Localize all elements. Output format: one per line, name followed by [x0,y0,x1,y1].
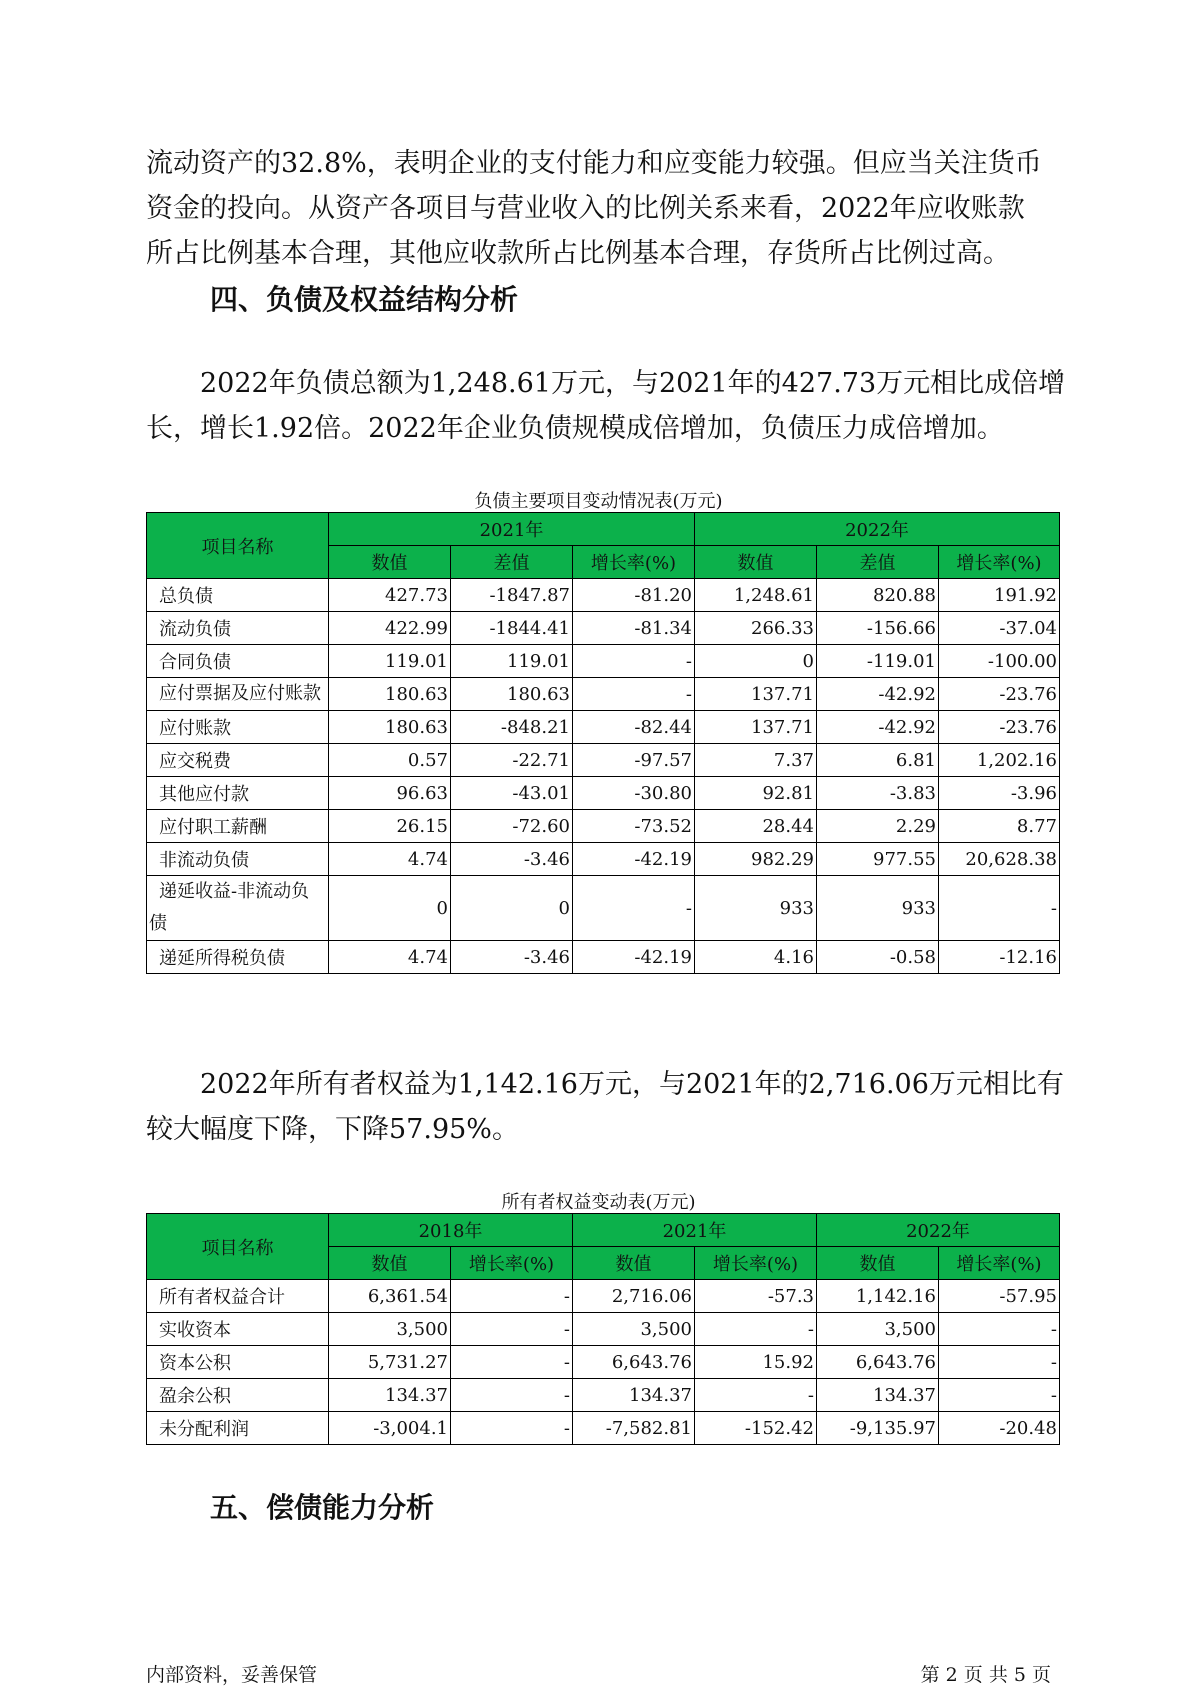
table-cell: 266.33 [695,612,817,645]
footer-confidential-note: 内部资料，妥善保管 [146,1664,318,1686]
table-cell: 1,248.61 [695,579,817,612]
row-label: 非流动负债 [147,843,329,876]
row-label: 总负债 [147,579,329,612]
table-row [147,1346,1060,1379]
table-cell: 2.29 [817,810,939,843]
table-cell: - [939,876,1060,941]
table-cell: 4.74 [329,843,451,876]
table-cell: 134.37 [573,1379,695,1412]
liability-table-caption: 负债主要项目变动情况表(万元) [474,491,723,512]
table-cell: -12.16 [939,941,1060,974]
table-row [147,612,1060,645]
column-header: 差值 [451,546,573,579]
table-cell: - [573,876,695,941]
table-cell: 4.74 [329,941,451,974]
table-cell: -119.01 [817,645,939,678]
section5-heading: 五、偿债能力分析 [210,1491,435,1524]
column-header: 增长率(%) [573,546,695,579]
table-row [147,843,1060,876]
table-cell: 4.16 [695,941,817,974]
column-header: 增长率(%) [939,546,1060,579]
table-cell: -82.44 [573,711,695,744]
row-label: 应付职工薪酬 [147,810,329,843]
table-cell: 180.63 [451,678,573,711]
table-cell: -3.46 [451,941,573,974]
table-cell: 119.01 [451,645,573,678]
table-cell: 933 [695,876,817,941]
table-cell: -20.48 [939,1412,1060,1445]
table-cell: -7,582.81 [573,1412,695,1445]
table-cell: 427.73 [329,579,451,612]
column-header: 数值 [573,1247,695,1280]
table-row [147,1412,1060,1445]
liability-line: 2022年负债总额为1,248.61万元，与2021年的427.73万元相比成倍增 [200,368,1066,399]
table-cell: -37.04 [939,612,1060,645]
table-row [147,1379,1060,1412]
column-header: 数值 [329,1247,451,1280]
liability-line: 长，增长1.92倍。2022年企业负债规模成倍增加，负债压力成倍增加。 [146,413,1004,444]
table-cell: 8.77 [939,810,1060,843]
year-header: 2022年 [817,1214,1060,1247]
year-header: 2021年 [573,1214,817,1247]
table-row [147,711,1060,744]
table-cell: -57.3 [695,1280,817,1313]
table-row [147,876,1060,941]
table-cell: - [451,1280,573,1313]
intro-line: 流动资产的32.8%，表明企业的支付能力和应变能力较强。但应当关注货币 [146,148,1042,179]
table-cell: - [451,1313,573,1346]
equity-line: 2022年所有者权益为1,142.16万元，与2021年的2,716.06万元相比有 [200,1069,1064,1100]
table-cell: -30.80 [573,777,695,810]
table-row [147,941,1060,974]
row-label: 递延收益-非流动负债 [147,876,329,941]
year-header: 2021年 [329,513,695,546]
table-row [147,777,1060,810]
table-cell: -9,135.97 [817,1412,939,1445]
column-header: 增长率(%) [451,1247,573,1280]
table-cell: 3,500 [573,1313,695,1346]
column-header: 数值 [695,546,817,579]
table-cell: - [451,1346,573,1379]
table-cell: 137.71 [695,711,817,744]
table-cell: -42.92 [817,678,939,711]
table-cell: 6,643.76 [573,1346,695,1379]
table-cell: 933 [817,876,939,941]
table-row [147,744,1060,777]
table-cell: -72.60 [451,810,573,843]
table-cell: -100.00 [939,645,1060,678]
table-cell: 3,500 [329,1313,451,1346]
footer-page-number: 第 2 页 共 5 页 [920,1664,1051,1686]
table-cell: 982.29 [695,843,817,876]
table-cell: -81.34 [573,612,695,645]
column-header: 数值 [329,546,451,579]
row-label: 实收资本 [147,1313,329,1346]
table-row [147,645,1060,678]
item-name-header: 项目名称 [147,513,329,579]
column-header: 增长率(%) [695,1247,817,1280]
table-cell: 2,716.06 [573,1280,695,1313]
table-cell: - [573,645,695,678]
row-label: 应付票据及应付账款 [147,678,329,711]
table-cell: -152.42 [695,1412,817,1445]
table-cell: 28.44 [695,810,817,843]
table-cell: -848.21 [451,711,573,744]
intro-paragraph [146,141,1051,276]
table-cell: 0 [451,876,573,941]
table-cell: -1847.87 [451,579,573,612]
table-cell: 977.55 [817,843,939,876]
table-cell: -43.01 [451,777,573,810]
table-cell: - [695,1379,817,1412]
equity-table-caption: 所有者权益变动表(万元) [501,1192,696,1213]
intro-line: 所占比例基本合理，其他应收款所占比例基本合理，存货所占比例过高。 [146,238,1010,269]
equity-table [146,1213,1060,1445]
table-cell: 180.63 [329,678,451,711]
table-cell: 96.63 [329,777,451,810]
table-cell: -0.58 [817,941,939,974]
section4-heading: 四、负债及权益结构分析 [210,283,519,316]
year-header: 2018年 [329,1214,573,1247]
table-cell: - [573,678,695,711]
table-cell: -73.52 [573,810,695,843]
table-cell: -81.20 [573,579,695,612]
table-cell: - [939,1379,1060,1412]
column-header: 差值 [817,546,939,579]
liability-table [146,512,1060,974]
row-label: 未分配利润 [147,1412,329,1445]
table-cell: 20,628.38 [939,843,1060,876]
row-label: 资本公积 [147,1346,329,1379]
row-label: 其他应付款 [147,777,329,810]
table-cell: 119.01 [329,645,451,678]
table-cell: 820.88 [817,579,939,612]
table-cell: -156.66 [817,612,939,645]
table-row [147,678,1060,711]
table-cell: 3,500 [817,1313,939,1346]
table-cell: 7.37 [695,744,817,777]
table-cell: - [939,1313,1060,1346]
table-cell: 0 [329,876,451,941]
year-header: 2022年 [695,513,1060,546]
table-row [147,1280,1060,1313]
table-row [147,810,1060,843]
table-cell: -42.19 [573,843,695,876]
table-row [147,1313,1060,1346]
intro-line: 资金的投向。从资产各项目与营业收入的比例关系来看，2022年应收账款 [146,193,1025,224]
table-cell: 0.57 [329,744,451,777]
table-cell: -3,004.1 [329,1412,451,1445]
table-cell: 422.99 [329,612,451,645]
liability-paragraph [146,361,1066,451]
row-label: 流动负债 [147,612,329,645]
item-name-header: 项目名称 [147,1214,329,1280]
table-cell: - [451,1379,573,1412]
table-cell: -1844.41 [451,612,573,645]
table-cell: 134.37 [817,1379,939,1412]
table-cell: 5,731.27 [329,1346,451,1379]
column-header: 增长率(%) [939,1247,1060,1280]
column-header: 数值 [817,1247,939,1280]
table-cell: -42.19 [573,941,695,974]
table-cell: 134.37 [329,1379,451,1412]
row-label: 合同负债 [147,645,329,678]
table-cell: 1,202.16 [939,744,1060,777]
table-cell: 6.81 [817,744,939,777]
table-cell: 6,361.54 [329,1280,451,1313]
table-cell: -22.71 [451,744,573,777]
table-cell: 92.81 [695,777,817,810]
table-cell: 15.92 [695,1346,817,1379]
table-cell: -3.46 [451,843,573,876]
row-label: 盈余公积 [147,1379,329,1412]
table-cell: - [695,1313,817,1346]
table-cell: 137.71 [695,678,817,711]
row-label: 应交税费 [147,744,329,777]
equity-line: 较大幅度下降，下降57.95%。 [146,1114,519,1145]
table-cell: - [939,1346,1060,1379]
table-cell: -42.92 [817,711,939,744]
table-cell: 0 [695,645,817,678]
table-cell: -97.57 [573,744,695,777]
table-cell: -3.83 [817,777,939,810]
table-cell: 26.15 [329,810,451,843]
table-cell: - [451,1412,573,1445]
equity-paragraph [146,1062,1064,1152]
table-cell: 1,142.16 [817,1280,939,1313]
table-cell: 180.63 [329,711,451,744]
table-cell: 191.92 [939,579,1060,612]
table-cell: -3.96 [939,777,1060,810]
table-cell: -23.76 [939,678,1060,711]
row-label: 应付账款 [147,711,329,744]
row-label: 递延所得税负债 [147,941,329,974]
table-row [147,579,1060,612]
table-cell: -57.95 [939,1280,1060,1313]
row-label: 所有者权益合计 [147,1280,329,1313]
table-cell: -23.76 [939,711,1060,744]
table-cell: 6,643.76 [817,1346,939,1379]
